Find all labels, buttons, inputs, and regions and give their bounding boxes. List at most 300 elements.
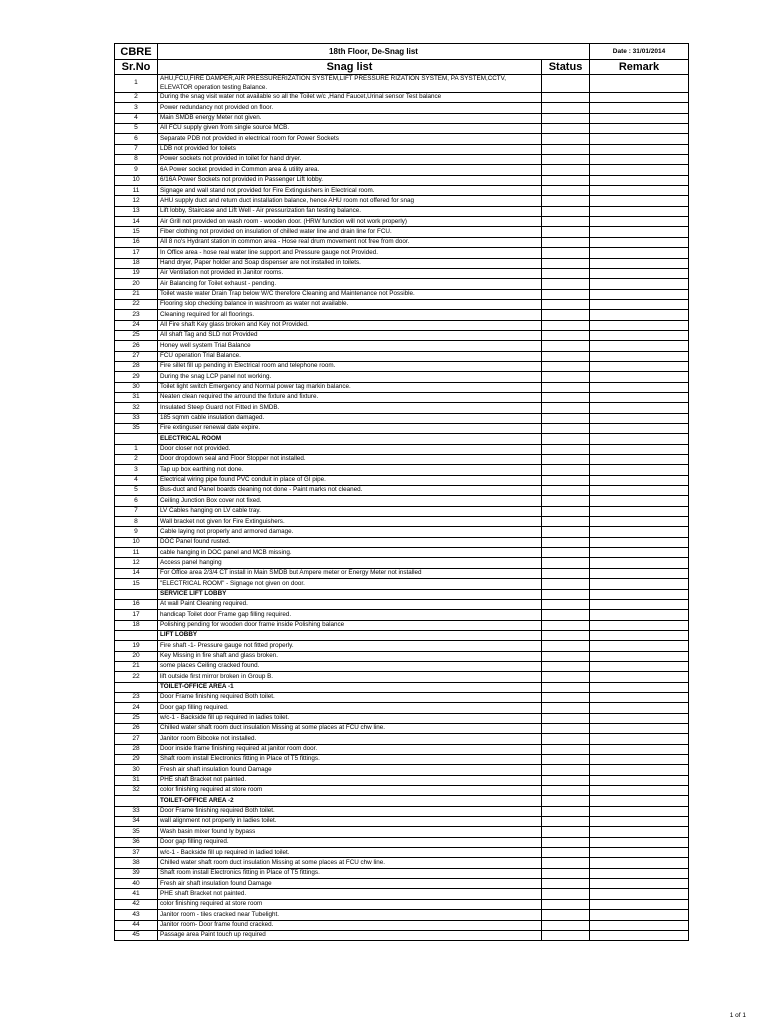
serial-number-cell: 21 xyxy=(115,661,158,671)
status-cell xyxy=(542,703,590,713)
snag-description-cell: All shaft Tag and SLD not Provided xyxy=(158,330,542,340)
serial-number-cell: 10 xyxy=(115,537,158,547)
serial-number-cell: 28 xyxy=(115,744,158,754)
serial-number-cell: 10 xyxy=(115,175,158,185)
status-cell xyxy=(542,382,590,392)
remark-cell xyxy=(590,558,689,568)
remark-cell xyxy=(590,620,689,630)
table-row xyxy=(115,455,689,465)
column-header-status: Status xyxy=(542,60,590,75)
snag-description-cell: 6A Power socket provided in Common area & utility area. xyxy=(158,165,542,175)
snag-description-cell: Separate PDB not provided in electrical room for Power Sockets xyxy=(158,134,542,144)
status-cell xyxy=(542,620,590,630)
remark-cell xyxy=(590,227,689,237)
status-cell xyxy=(542,434,590,444)
section-header-row xyxy=(115,796,689,806)
serial-number-cell: 26 xyxy=(115,341,158,351)
serial-number-cell: 32 xyxy=(115,403,158,413)
remark-cell xyxy=(590,806,689,816)
table-row xyxy=(115,248,689,258)
serial-number-cell: 11 xyxy=(115,548,158,558)
serial-number-cell: 19 xyxy=(115,641,158,651)
snag-description-cell: "ELECTRICAL ROOM" - Signage not given on door. xyxy=(158,579,542,589)
table-row xyxy=(115,424,689,434)
snag-description-cell: Door gap filling required. xyxy=(158,837,542,847)
remark-cell xyxy=(590,165,689,175)
status-cell xyxy=(542,817,590,827)
status-cell xyxy=(542,692,590,702)
snag-description-cell: Key Missing in fire shaft and glass broken. xyxy=(158,651,542,661)
remark-cell xyxy=(590,848,689,858)
remark-cell xyxy=(590,465,689,475)
snag-description-cell: Janitor room - tiles cracked near Tubelight. xyxy=(158,910,542,920)
table-row xyxy=(115,206,689,216)
remark-cell xyxy=(590,237,689,247)
status-cell xyxy=(542,310,590,320)
remark-cell xyxy=(590,517,689,527)
remark-cell xyxy=(590,258,689,268)
snag-description-cell: LV Cables hanging on LV cable tray. xyxy=(158,506,542,516)
snag-description-cell: color finishing required at store room xyxy=(158,786,542,796)
remark-cell xyxy=(590,930,689,940)
status-cell xyxy=(542,930,590,940)
remark-cell xyxy=(590,889,689,899)
snag-description-cell: Door inside frame finishing required at janitor room door. xyxy=(158,744,542,754)
snag-description-cell: Bus-duct and Panel boards cleaning not done - Paint marks not cleaned. xyxy=(158,486,542,496)
table-row xyxy=(115,93,689,103)
status-cell xyxy=(542,93,590,103)
table-row xyxy=(115,413,689,423)
snag-description-cell: cable hanging in DOC panel and MCB missing. xyxy=(158,548,542,558)
table-row xyxy=(115,651,689,661)
table-row xyxy=(115,506,689,516)
snag-description-cell: Toilet waste water Drain Trap below W/C therefore Cleaning and Maintenance not Possible. xyxy=(158,289,542,299)
serial-number-cell: 8 xyxy=(115,517,158,527)
serial-number-cell: 27 xyxy=(115,734,158,744)
table-row xyxy=(115,817,689,827)
remark-cell xyxy=(590,496,689,506)
remark-cell xyxy=(590,289,689,299)
status-cell xyxy=(542,775,590,785)
serial-number-cell: 5 xyxy=(115,486,158,496)
status-cell xyxy=(542,351,590,361)
status-cell xyxy=(542,899,590,909)
serial-number-cell xyxy=(115,796,158,806)
serial-number-cell: 2 xyxy=(115,455,158,465)
status-cell xyxy=(542,506,590,516)
status-cell xyxy=(542,320,590,330)
snag-description-cell: AHU supply duct and return duct installation balance, hence AHU room not offered for snag xyxy=(158,196,542,206)
status-cell xyxy=(542,103,590,113)
serial-number-cell: 32 xyxy=(115,786,158,796)
table-row xyxy=(115,144,689,154)
serial-number-cell: 12 xyxy=(115,558,158,568)
table-row xyxy=(115,175,689,185)
status-cell xyxy=(542,682,590,692)
remark-cell xyxy=(590,217,689,227)
serial-number-cell: 5 xyxy=(115,124,158,134)
table-row xyxy=(115,299,689,309)
snag-description-cell: Fiber clothing not provided on insulation of chilled water line and drain line for FCU. xyxy=(158,227,542,237)
snag-description-cell: Flooring slop checking balance in washroom as water not available. xyxy=(158,299,542,309)
status-cell xyxy=(542,868,590,878)
snag-description-cell: handicap Toilet door Frame gap filling required. xyxy=(158,610,542,620)
table-row xyxy=(115,330,689,340)
status-cell xyxy=(542,786,590,796)
table-row xyxy=(115,899,689,909)
table-row xyxy=(115,723,689,733)
table-row xyxy=(115,713,689,723)
remark-cell xyxy=(590,630,689,640)
serial-number-cell: 28 xyxy=(115,361,158,371)
remark-cell xyxy=(590,589,689,599)
remark-cell xyxy=(590,734,689,744)
snag-description-cell: For Office area 2/3/4 CT install in Main SMDB but Ampere meter or Energy Meter not installed xyxy=(158,568,542,578)
serial-number-cell: 41 xyxy=(115,889,158,899)
table-row xyxy=(115,310,689,320)
table-row xyxy=(115,786,689,796)
section-header-row xyxy=(115,589,689,599)
status-cell xyxy=(542,755,590,765)
snag-description-cell: Fire sillet fill up pending in Electrical room and telephone room. xyxy=(158,361,542,371)
remark-cell xyxy=(590,661,689,671)
table-row xyxy=(115,879,689,889)
serial-number-cell: 24 xyxy=(115,703,158,713)
table-row xyxy=(115,341,689,351)
table-row xyxy=(115,289,689,299)
status-cell xyxy=(542,165,590,175)
snag-description-cell: LDB not provided for toilets xyxy=(158,144,542,154)
serial-number-cell: 29 xyxy=(115,372,158,382)
snag-description-cell: Door closer not provided. xyxy=(158,444,542,454)
snag-description-cell: Chilled water shaft room duct insulation Missing at some places at FCU chw line. xyxy=(158,858,542,868)
remark-cell xyxy=(590,692,689,702)
status-cell xyxy=(542,144,590,154)
serial-number-cell: 7 xyxy=(115,144,158,154)
status-cell xyxy=(542,527,590,537)
table-row xyxy=(115,765,689,775)
serial-number-cell: 26 xyxy=(115,723,158,733)
remark-cell xyxy=(590,506,689,516)
status-cell xyxy=(542,444,590,454)
snag-description-cell: Ceiling Junction Box cover not fixed. xyxy=(158,496,542,506)
remark-cell xyxy=(590,672,689,682)
serial-number-cell: 37 xyxy=(115,848,158,858)
table-row xyxy=(115,661,689,671)
table-row xyxy=(115,465,689,475)
remark-cell xyxy=(590,599,689,609)
remark-cell xyxy=(590,827,689,837)
remark-cell xyxy=(590,548,689,558)
serial-number-cell: 18 xyxy=(115,620,158,630)
status-cell xyxy=(542,403,590,413)
remark-cell xyxy=(590,403,689,413)
remark-cell xyxy=(590,444,689,454)
status-cell xyxy=(542,279,590,289)
column-header-srno: Sr.No xyxy=(115,60,158,75)
remark-cell xyxy=(590,124,689,134)
column-header-snag: Snag list xyxy=(158,60,542,75)
snag-description-cell: some places Ceiling cracked found. xyxy=(158,661,542,671)
section-header-row xyxy=(115,630,689,640)
status-cell xyxy=(542,713,590,723)
serial-number-cell: 7 xyxy=(115,506,158,516)
remark-cell xyxy=(590,713,689,723)
remark-cell xyxy=(590,723,689,733)
remark-cell xyxy=(590,641,689,651)
serial-number-cell: 13 xyxy=(115,206,158,216)
snag-description-cell: Wall bracket not given for Fire Extinguishers. xyxy=(158,517,542,527)
table-row xyxy=(115,134,689,144)
snag-description-cell: lift outside first mirror broken in Group B. xyxy=(158,672,542,682)
snag-description-cell: PHE shaft Bracket not painted. xyxy=(158,775,542,785)
serial-number-cell: 3 xyxy=(115,465,158,475)
serial-number-cell: 12 xyxy=(115,196,158,206)
snag-description-cell: Fire extinguser renewal date expire. xyxy=(158,424,542,434)
status-cell xyxy=(542,641,590,651)
table-row xyxy=(115,496,689,506)
status-cell xyxy=(542,734,590,744)
table-row xyxy=(115,372,689,382)
status-cell xyxy=(542,651,590,661)
serial-number-cell xyxy=(115,434,158,444)
status-cell xyxy=(542,848,590,858)
status-cell xyxy=(542,630,590,640)
remark-cell xyxy=(590,682,689,692)
serial-number-cell: 35 xyxy=(115,424,158,434)
serial-number-cell: 30 xyxy=(115,382,158,392)
status-cell xyxy=(542,568,590,578)
remark-cell xyxy=(590,372,689,382)
table-row xyxy=(115,548,689,558)
status-cell xyxy=(542,496,590,506)
serial-number-cell: 29 xyxy=(115,755,158,765)
snag-description-cell: Door gap filling required. xyxy=(158,703,542,713)
snag-description-cell: All 8 no's Hydrant station in common area - Hose real drum movement not free from door. xyxy=(158,237,542,247)
serial-number-cell: 1 xyxy=(115,75,158,93)
serial-number-cell: 25 xyxy=(115,713,158,723)
table-row xyxy=(115,227,689,237)
snag-description-cell: w/c-1 - Backside fill up required in ladied toilet. xyxy=(158,848,542,858)
status-cell xyxy=(542,579,590,589)
remark-cell xyxy=(590,837,689,847)
table-row xyxy=(115,124,689,134)
serial-number-cell: 36 xyxy=(115,837,158,847)
status-cell xyxy=(542,455,590,465)
table-row xyxy=(115,237,689,247)
serial-number-cell: 8 xyxy=(115,155,158,165)
remark-cell xyxy=(590,103,689,113)
table-row xyxy=(115,486,689,496)
remark-cell xyxy=(590,413,689,423)
serial-number-cell: 43 xyxy=(115,910,158,920)
remark-cell xyxy=(590,568,689,578)
status-cell xyxy=(542,186,590,196)
snag-description-cell: Air Grill not provided on wash room - wooden door. (HRW function will not work properly) xyxy=(158,217,542,227)
table-row xyxy=(115,320,689,330)
snag-description-cell: Main SMDB energy Meter not given. xyxy=(158,113,542,123)
serial-number-cell: 6 xyxy=(115,134,158,144)
sheet-title: 18th Floor, De-Snag list xyxy=(158,44,590,60)
status-cell xyxy=(542,330,590,340)
status-cell xyxy=(542,548,590,558)
remark-cell xyxy=(590,320,689,330)
snag-description-cell: Polishing pending for wooden door frame inside Polishing balance xyxy=(158,620,542,630)
remark-cell xyxy=(590,786,689,796)
snag-description-cell: Shaft room install Electronics fitting in Place of T5 fittings. xyxy=(158,868,542,878)
serial-number-cell: 33 xyxy=(115,413,158,423)
serial-number-cell: 39 xyxy=(115,868,158,878)
serial-number-cell: 4 xyxy=(115,475,158,485)
serial-number-cell: 15 xyxy=(115,227,158,237)
snag-description-cell: During the snag LCP panel not working. xyxy=(158,372,542,382)
table-row xyxy=(115,827,689,837)
serial-number-cell: 6 xyxy=(115,496,158,506)
table-row xyxy=(115,641,689,651)
serial-number-cell: 22 xyxy=(115,299,158,309)
serial-number-cell: 44 xyxy=(115,920,158,930)
serial-number-cell: 1 xyxy=(115,444,158,454)
snag-description-cell: At wall Paint Cleaning required. xyxy=(158,599,542,609)
status-cell xyxy=(542,289,590,299)
snag-description-cell: DOC Panel found rusted. xyxy=(158,537,542,547)
table-row xyxy=(115,858,689,868)
remark-cell xyxy=(590,341,689,351)
remark-cell xyxy=(590,796,689,806)
table-row xyxy=(115,537,689,547)
snag-description-cell: 6/16A Power Sockets not provided in Passenger Lift lobby. xyxy=(158,175,542,185)
section-header-row xyxy=(115,434,689,444)
snag-description-cell: Electrical wiring pipe found PVC conduit in place of GI pipe. xyxy=(158,475,542,485)
sheet-date: Date : 31/01/2014 xyxy=(590,44,689,60)
remark-cell xyxy=(590,910,689,920)
remark-cell xyxy=(590,610,689,620)
status-cell xyxy=(542,910,590,920)
serial-number-cell: 18 xyxy=(115,258,158,268)
remark-cell xyxy=(590,817,689,827)
serial-number-cell: 23 xyxy=(115,310,158,320)
status-cell xyxy=(542,175,590,185)
status-cell xyxy=(542,113,590,123)
status-cell xyxy=(542,806,590,816)
table-row xyxy=(115,279,689,289)
status-cell xyxy=(542,920,590,930)
table-row xyxy=(115,155,689,165)
status-cell xyxy=(542,599,590,609)
snag-description-cell: wall alignment not properly in ladies toilet. xyxy=(158,817,542,827)
serial-number-cell: 31 xyxy=(115,775,158,785)
remark-cell xyxy=(590,113,689,123)
column-header-remark: Remark xyxy=(590,60,689,75)
remark-cell xyxy=(590,206,689,216)
serial-number-cell: 42 xyxy=(115,899,158,909)
serial-number-cell: 40 xyxy=(115,879,158,889)
table-row xyxy=(115,920,689,930)
remark-cell xyxy=(590,879,689,889)
serial-number-cell: 14 xyxy=(115,568,158,578)
table-body xyxy=(115,75,689,941)
table-row xyxy=(115,672,689,682)
serial-number-cell: 17 xyxy=(115,248,158,258)
table-row xyxy=(115,775,689,785)
serial-number-cell: 34 xyxy=(115,817,158,827)
table-row xyxy=(115,889,689,899)
section-title-cell: ELECTRICAL ROOM xyxy=(158,434,542,444)
table-row xyxy=(115,103,689,113)
snag-description-cell: Fresh air shaft insulation found Damage xyxy=(158,765,542,775)
table-row xyxy=(115,848,689,858)
snag-description-cell: AHU,FCU,FIRE DAMPER,AIR PRESSURERIZATION SYSTEM,LIFT PRESSURE RIZATION SYSTEM, PA SYSTEM,CCTV, ELEVATOR operation testing Balance. xyxy=(158,75,542,93)
serial-number-cell: 20 xyxy=(115,279,158,289)
serial-number-cell: 38 xyxy=(115,858,158,868)
remark-cell xyxy=(590,920,689,930)
remark-cell xyxy=(590,579,689,589)
snag-description-cell: Power redundancy not provided on floor. xyxy=(158,103,542,113)
remark-cell xyxy=(590,310,689,320)
status-cell xyxy=(542,879,590,889)
table-row xyxy=(115,258,689,268)
status-cell xyxy=(542,299,590,309)
serial-number-cell: 19 xyxy=(115,268,158,278)
status-cell xyxy=(542,155,590,165)
serial-number-cell: 45 xyxy=(115,930,158,940)
snag-description-cell: Access panel hanging xyxy=(158,558,542,568)
remark-cell xyxy=(590,475,689,485)
serial-number-cell xyxy=(115,630,158,640)
table-row xyxy=(115,517,689,527)
remark-cell xyxy=(590,434,689,444)
remark-cell xyxy=(590,744,689,754)
section-header-row xyxy=(115,682,689,692)
snag-description-cell: Shaft room install Electronics fitting in Place of T5 fittings. xyxy=(158,755,542,765)
table-row xyxy=(115,186,689,196)
remark-cell xyxy=(590,361,689,371)
status-cell xyxy=(542,744,590,754)
status-cell xyxy=(542,837,590,847)
serial-number-cell: 9 xyxy=(115,165,158,175)
serial-number-cell: 23 xyxy=(115,692,158,702)
status-cell xyxy=(542,227,590,237)
serial-number-cell: 16 xyxy=(115,599,158,609)
snag-description-cell: Tap up box earthing not done. xyxy=(158,465,542,475)
table-row xyxy=(115,755,689,765)
remark-cell xyxy=(590,424,689,434)
status-cell xyxy=(542,206,590,216)
status-cell xyxy=(542,217,590,227)
remark-cell xyxy=(590,93,689,103)
section-title-cell: LIFT LOBBY xyxy=(158,630,542,640)
serial-number-cell: 15 xyxy=(115,579,158,589)
status-cell xyxy=(542,75,590,93)
status-cell xyxy=(542,889,590,899)
snag-description-cell: Passage area Paint touch up required xyxy=(158,930,542,940)
table-row xyxy=(115,113,689,123)
serial-number-cell: 14 xyxy=(115,217,158,227)
remark-cell xyxy=(590,392,689,402)
table-row xyxy=(115,444,689,454)
table-row xyxy=(115,165,689,175)
snag-description-cell: Door Frame finishing required Both toilet. xyxy=(158,806,542,816)
serial-number-cell: 25 xyxy=(115,330,158,340)
remark-cell xyxy=(590,248,689,258)
status-cell xyxy=(542,661,590,671)
snag-description-cell: FCU operation Trial Balance. xyxy=(158,351,542,361)
remark-cell xyxy=(590,899,689,909)
section-title-cell: TOILET-OFFICE AREA -1 xyxy=(158,682,542,692)
remark-cell xyxy=(590,134,689,144)
page-number: 1 of 1 xyxy=(729,1012,746,1019)
snag-description-cell: Lift lobby, Staircase and Lift Well - Air pressurization fan testing balance. xyxy=(158,206,542,216)
